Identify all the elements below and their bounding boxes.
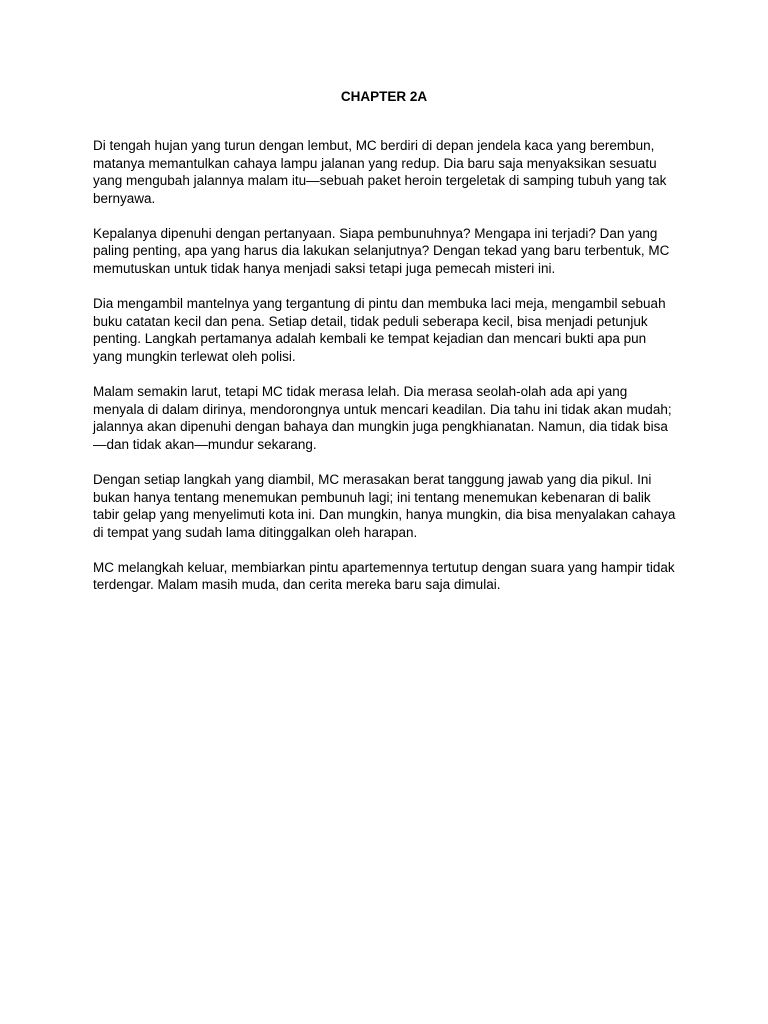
paragraph-6: MC melangkah keluar, membiarkan pintu apartemennya tertutup dengan suara yang hampir tidak terdengar. Malam masih muda, dan cerita mereka baru saja dimulai. bbox=[93, 559, 675, 593]
paragraph-1: Di tengah hujan yang turun dengan lembut, MC berdiri di depan jendela kaca yang berembun, matanya memantulkan cahaya lampu jalanan yang redup. Dia baru saja menyaksikan sesuatu yang mengubah jalannya malam itu—sebuah paket heroin tergeletak di samping tubuh yang tak bernyawa. bbox=[93, 138, 667, 206]
paragraph-4: Malam semakin larut, tetapi MC tidak merasa lelah. Dia merasa seolah-olah ada api yang menyala di dalam dirinya, mendorongnya untuk mencari keadilan. Dia tahu ini tidak akan mudah; jalannya akan dipenuhi dengan bahaya dan mungkin juga pengkhianatan. Namun, dia tidak bisa—dan tidak akan—mundur sekarang. bbox=[93, 384, 672, 452]
chapter-title: CHAPTER 2A bbox=[340, 89, 428, 104]
chapter-body bbox=[93, 137, 678, 611]
paragraph-3: Dia mengambil mantelnya yang tergantung di pintu dan membuka laci meja, mengambil sebuah buku catatan kecil dan pena. Setiap detail, tidak peduli seberapa kecil, bisa menjadi petunjuk penting. Langkah pertamanya adalah kembali ke tempat kejadian dan mencari bukti apa pun yang mungkin terlewat oleh polisi. bbox=[93, 296, 666, 364]
paragraph-2: Kepalanya dipenuhi dengan pertanyaan. Siapa pembunuhnya? Mengapa ini terjadi? Dan yang paling penting, apa yang harus dia lakukan selanjutnya? Dengan tekad yang baru terbentuk, MC memutuskan untuk tidak hanya menjadi saksi tetapi juga pemecah misteri ini. bbox=[93, 225, 670, 277]
paragraph-5: Dengan setiap langkah yang diambil, MC merasakan berat tanggung jawab yang dia pikul. Ini bukan hanya tentang menemukan pembunuh lagi; ini tentang menemukan kebenaran di balik tabir gelap yang menyelimuti kota ini. Dan mungkin, hanya mungkin, dia bisa menyalakan cahaya di tempat yang sudah lama ditinggalkan oleh harapan. bbox=[93, 471, 676, 540]
